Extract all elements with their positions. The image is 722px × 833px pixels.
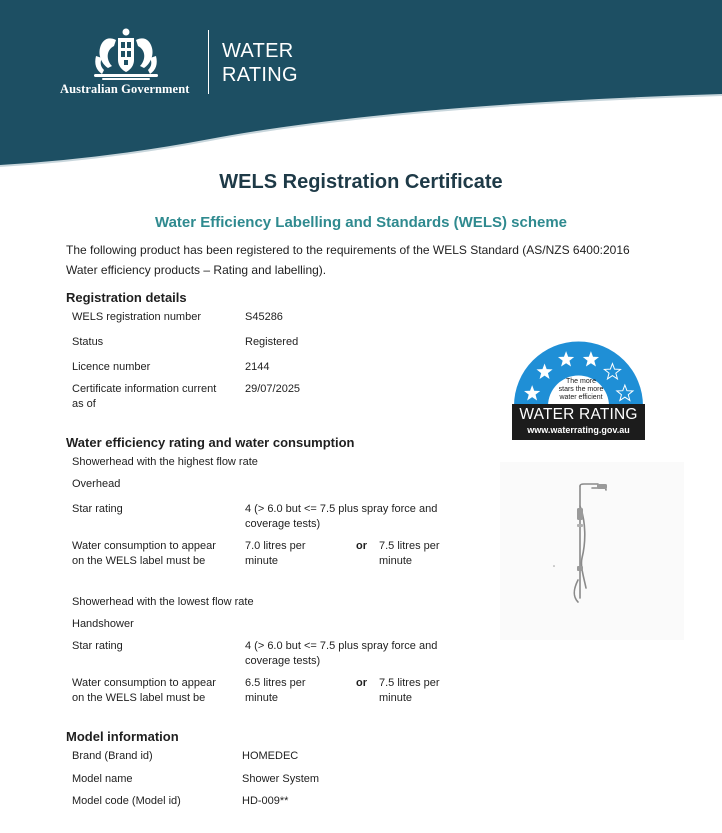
badge-url: www.waterrating.gov.au [527, 425, 630, 435]
certificate-current-label-line2: as of [72, 398, 96, 410]
government-name: Australian Government [60, 82, 190, 96]
highest-consumption-value-a-line1: 7.0 litres per [245, 540, 306, 552]
shower-system-icon [500, 462, 684, 640]
lowest-or: or [356, 677, 367, 689]
highest-star-value [245, 502, 437, 532]
status-value: Registered [245, 336, 299, 348]
licence-number-value: 2144 [245, 361, 270, 373]
coat-of-arms-icon [88, 26, 164, 82]
lowest-consumption-label-line2: on the WELS label must be [72, 692, 206, 704]
lowest-flow-type: Handshower [72, 618, 134, 630]
highest-or: or [356, 540, 367, 552]
certificate-current-label-line1: Certificate information current [72, 383, 217, 395]
intro-line-1: The following product has been registered to the requirements of the WELS Standard (AS/NZS 6400:2016 [66, 243, 630, 257]
badge-fine-line2: stars the more [558, 386, 604, 393]
lowest-star-label: Star rating [72, 640, 123, 652]
water-rating-badge [512, 336, 645, 440]
product-image [500, 462, 684, 640]
badge-fine-line1: The more [566, 378, 596, 385]
highest-consumption-value-a-line2: minute [245, 555, 279, 567]
intro-line-2: Water efficiency products – Rating and labelling). [66, 263, 327, 277]
efficiency-heading: Water efficiency rating and water consumption [66, 435, 355, 450]
lowest-consumption-value-a [245, 676, 306, 706]
registration-heading: Registration details [66, 290, 187, 305]
highest-consumption-label-line1: Water consumption to appear [72, 540, 216, 552]
highest-consumption-value-b [379, 539, 440, 569]
lowest-consumption-label [72, 676, 216, 706]
lowest-star-value [245, 639, 437, 669]
model-name-value: Shower System [242, 773, 320, 785]
highest-consumption-value-b-line2: minute [379, 555, 413, 567]
lowest-flow-caption: Showerhead with the lowest flow rate [72, 596, 254, 608]
header-divider [208, 30, 209, 94]
highest-consumption-value-b-line1: 7.5 litres per [379, 540, 440, 552]
lowest-star-value-line1: 4 (> 6.0 but <= 7.5 plus spray force and [245, 640, 438, 652]
status-label: Status [72, 336, 104, 348]
lowest-consumption-value-b [379, 676, 440, 706]
lowest-star-value-line2: coverage tests) [245, 655, 321, 667]
model-name-label: Model name [72, 773, 133, 785]
brand-value: HOMEDEC [242, 750, 299, 762]
program-name-line1: WATER [222, 40, 294, 62]
model-heading: Model information [66, 729, 179, 744]
licence-number-label: Licence number [72, 361, 151, 373]
highest-consumption-value-a [245, 539, 306, 569]
registration-number-value: S45286 [245, 311, 283, 323]
intro-paragraph [66, 240, 666, 280]
certificate-title: WELS Registration Certificate [219, 171, 503, 193]
badge-title: WATER RATING [519, 406, 638, 423]
highest-flow-type: Overhead [72, 478, 121, 490]
brand-label: Brand (Brand id) [72, 750, 153, 762]
highest-flow-caption: Showerhead with the highest flow rate [72, 456, 258, 468]
model-code-value: HD-009** [242, 795, 289, 807]
model-code-label: Model code (Model id) [72, 795, 181, 807]
lowest-consumption-value-b-line1: 7.5 litres per [379, 677, 440, 689]
lowest-consumption-label-line1: Water consumption to appear [72, 677, 216, 689]
highest-consumption-label [72, 539, 216, 569]
highest-star-value-line2: coverage tests) [245, 518, 321, 530]
registration-number-label: WELS registration number [72, 311, 201, 323]
lowest-consumption-value-a-line1: 6.5 litres per [245, 677, 306, 689]
certificate-current-label [72, 382, 216, 412]
lowest-consumption-value-b-line2: minute [379, 692, 413, 704]
scheme-title: Water Efficiency Labelling and Standards (WELS) scheme [154, 214, 568, 231]
highest-consumption-label-line2: on the WELS label must be [72, 555, 206, 567]
lowest-consumption-value-a-line2: minute [245, 692, 279, 704]
highest-star-label: Star rating [72, 503, 123, 515]
program-name-line2: RATING [222, 64, 298, 86]
certificate-current-value: 29/07/2025 [245, 383, 301, 395]
highest-star-value-line1: 4 (> 6.0 but <= 7.5 plus spray force and [245, 503, 438, 515]
badge-fine-line3: water efficient [559, 394, 603, 401]
